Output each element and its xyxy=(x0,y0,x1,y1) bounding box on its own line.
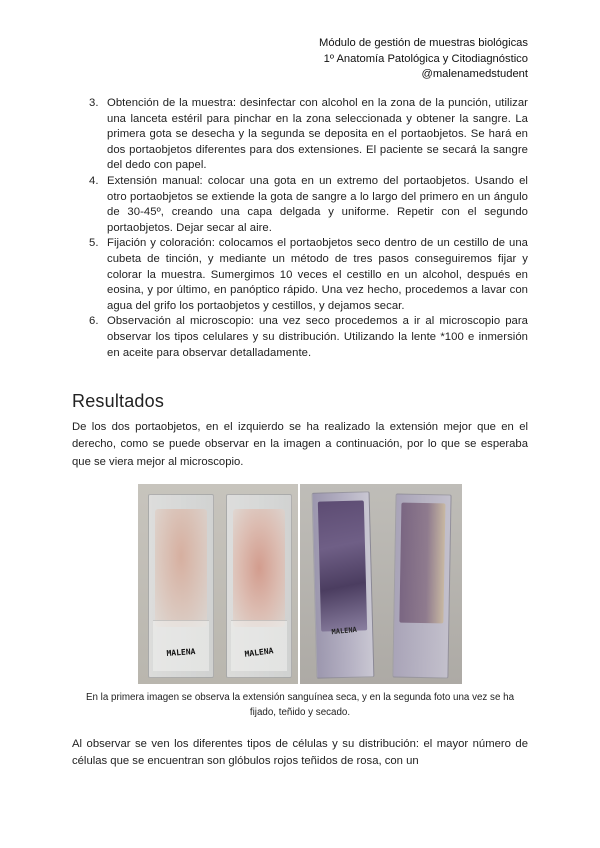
stained-smear xyxy=(399,503,445,624)
slide-label: MALENA xyxy=(244,646,274,659)
procedure-steps-list xyxy=(90,96,528,361)
slide-stained-left xyxy=(312,491,375,678)
header-program: 1º Anatomía Patológica y Citodiagnóstico xyxy=(323,52,528,65)
step-number: 4. xyxy=(89,174,99,187)
slide-stained-right xyxy=(392,494,451,679)
blood-smear xyxy=(233,509,285,627)
stained-smear xyxy=(318,500,367,631)
step-number: 6. xyxy=(89,315,99,328)
step-text: Fijación y coloración: colocamos el portaobjetos seco dentro de un cestillo de una cubeta de tinción, y mediante un método de tres pasos conseguiremos fijar y colorar la muestra. Sumergimos 10 veces el cestillo en un alcohol, después en eosina, y por último, en panóptico rápido. Una vez hecho, procedemos a lavar con agua del grifo los portaobjetos y cestillos, y dejamos secar. xyxy=(107,237,528,312)
step-number: 5. xyxy=(89,237,99,250)
figure-caption: En la primera imagen se observa la extensión sanguínea seca, y en la segunda foto una vez se ha fijado, teñido y secado. xyxy=(85,692,515,718)
header-course: Módulo de gestión de muestras biológicas xyxy=(319,37,528,49)
header-author: @malenamedstudent xyxy=(421,68,528,80)
step-number: 3. xyxy=(89,97,99,109)
slide-dry-left xyxy=(148,494,214,678)
step-item xyxy=(90,96,528,174)
results-paragraph: De los dos portaobjetos, en el izquierdo se ha realizado la extensión mejor que en el derecho, como se puede observar en la imagen a continuación, por lo que se esperaba que se viera mejor al microscopio. xyxy=(72,421,528,468)
step-text: Obtención de la muestra: desinfectar con alcohol en la zona de la punción, utilizar una lanceta estéril para pinchar en la zona seleccionada y obtener la sangre. La primera gota se desecha y la segunda se deposita en el portaobjetos. Se hará en dos portaobjetos diferentes para dos extensiones. El paciente se secará la sangre del dedo con papel. xyxy=(107,97,528,172)
photo-stained-smears xyxy=(300,484,462,684)
document-header xyxy=(228,36,528,83)
slide-dry-right xyxy=(226,494,292,678)
slides-figure xyxy=(138,484,462,684)
frosted-label-area xyxy=(153,620,209,671)
slide-label: MALENA xyxy=(166,647,196,658)
blood-smear xyxy=(155,509,207,627)
photo-dry-smears xyxy=(138,484,298,684)
step-item xyxy=(90,174,528,236)
slide-label: MALENA xyxy=(331,625,358,637)
step-item xyxy=(90,236,528,314)
step-text: Observación al microscopio: una vez seco procedemos a ir al microscopio para observar los tipos celulares y su distribución. Utilizando la lente *100 e inmersión en aceite para observar detalladamente. xyxy=(107,315,528,359)
step-text: Extensión manual: colocar una gota en un extremo del portaobjetos. Usando el otro portaobjetos se extiende la gota de sangre a lo largo del primero en un ángulo de 30-45º, creando una capa delgada y uniforme. Repetir con el segundo portaobjetos. Dejar secar al aire. xyxy=(107,174,528,234)
section-title-resultados: Resultados xyxy=(72,391,165,411)
step-item xyxy=(90,314,528,361)
observation-paragraph: Al observar se ven los diferentes tipos de células y su distribución: el mayor número de células que se encuentran son glóbulos rojos teñidos de rosa, con un xyxy=(72,738,528,768)
